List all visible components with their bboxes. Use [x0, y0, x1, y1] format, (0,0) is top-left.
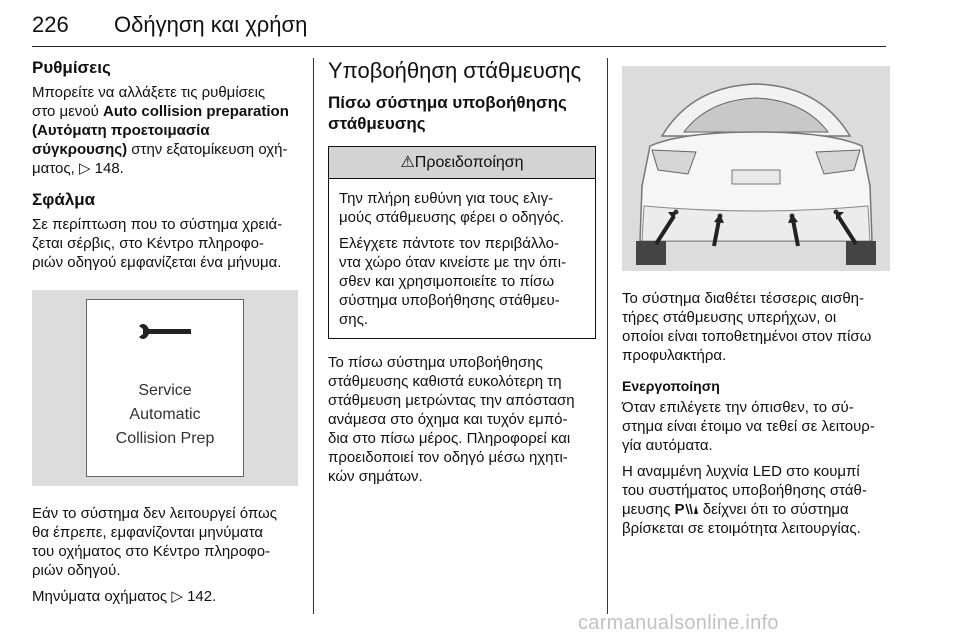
- caption-paragraph: [622, 289, 890, 365]
- body-paragraph: [328, 353, 596, 486]
- driver-info-screen: [86, 299, 244, 477]
- text: Ελέγχετε πάντοτε τον περιβάλλο-: [339, 235, 559, 252]
- display-line: Service: [138, 382, 192, 399]
- page-header: [32, 8, 886, 47]
- display-line: Automatic: [129, 406, 201, 423]
- wrench-icon: [137, 320, 193, 344]
- text: στάθμευσης καθιστά ευκολότερη τη: [328, 373, 562, 390]
- car-rear-illustration: [622, 66, 890, 271]
- text: μούς στάθμευσης φέρει ο οδηγός.: [339, 209, 565, 226]
- warning-paragraph: [339, 234, 585, 329]
- after-paragraph: [32, 504, 298, 580]
- column-middle: [328, 58, 596, 493]
- text: μευσης: [622, 501, 675, 518]
- led-paragraph: [622, 462, 890, 538]
- text: σθεν και χρησιμοποιείτε το πίσω: [339, 273, 555, 290]
- warning-title: Προειδοποίηση: [414, 154, 524, 171]
- section-heading: Υποβοήθηση στάθμευσης: [328, 58, 582, 83]
- text: γία αυτόματα.: [622, 437, 713, 454]
- text: δείχνει ότι το σύστημα: [698, 501, 849, 518]
- text: τήρες στάθμευσης υπερήχων, οι: [622, 309, 837, 326]
- parking-assist-icon: P: [675, 501, 699, 518]
- page-reference[interactable]: 142.: [187, 588, 217, 605]
- text: στημα είναι έτοιμο να τεθεί σε λειτουρ-: [622, 418, 875, 435]
- text: στάθμευση μετρώντας την απόσταση: [328, 392, 575, 409]
- warning-header: [329, 147, 595, 179]
- text: σύστημα υποβοήθησης στάθμευ-: [339, 292, 560, 309]
- subsection-heading: [328, 92, 596, 134]
- text: Όταν επιλέγετε την όπισθεν, το σύ-: [622, 399, 854, 416]
- activation-heading: Ενεργοποίηση: [622, 378, 720, 394]
- text: Το πίσω σύστημα υποβοήθησης: [328, 354, 543, 371]
- text: κών σημάτων.: [328, 468, 423, 485]
- text: Μπορείτε να αλλάξετε τις ρυθμίσεις: [32, 84, 266, 101]
- warning-paragraph: [339, 189, 585, 227]
- text: Το σύστημα διαθέτει τέσσερις αισθη-: [622, 290, 865, 307]
- text: ανάμεσα στο όχημα και τυχόν εμπό-: [328, 411, 568, 428]
- menu-name: σύγκρουσης): [32, 141, 128, 158]
- column-left: [32, 58, 298, 613]
- text: δια στο πίσω μέρος. Πληροφορεί και: [328, 430, 571, 447]
- activation-paragraph: [622, 398, 890, 455]
- text: στην εξατομίκευση οχή-: [127, 141, 288, 158]
- text: ματος,: [32, 160, 79, 177]
- page-number: 226: [32, 12, 69, 37]
- warning-triangle-icon: ⚠: [400, 154, 415, 171]
- column-right: [622, 66, 890, 545]
- text: Εάν το σύστημα δεν λειτουργεί όπως: [32, 505, 277, 522]
- watermark: carmanualsonline.info: [578, 612, 779, 634]
- arrow-ref-icon: ▷: [78, 160, 91, 177]
- service-display-figure: [32, 290, 298, 486]
- text: Η αναμμένη λυχνία LED στο κουμπί: [622, 463, 860, 480]
- text: ριών οδηγού.: [32, 562, 121, 579]
- warning-body: [329, 179, 595, 338]
- car-rear-figure: [622, 66, 890, 271]
- text: Πίσω σύστημα υποβοήθησης: [328, 93, 567, 112]
- text: του οχήματος στο Κέντρο πληροφο-: [32, 543, 271, 560]
- menu-name: Auto collision preparation: [103, 103, 289, 120]
- page-reference[interactable]: 148.: [94, 160, 124, 177]
- menu-name: (Αυτόματη προετοιμασία: [32, 122, 210, 139]
- text: θα έπρεπε, εμφανίζονται μηνύματα: [32, 524, 264, 541]
- settings-paragraph: [32, 83, 298, 178]
- text: του συστήματος υποβοήθησης στάθ-: [622, 482, 867, 499]
- text: στο μενού: [32, 103, 104, 120]
- arrow-ref-icon: ▷: [171, 588, 183, 605]
- page-title: Οδήγηση και χρήση: [114, 12, 308, 37]
- text: Μηνύματα οχήματος: [32, 588, 172, 605]
- text: Σε περίπτωση που το σύστημα χρειά-: [32, 216, 283, 233]
- text: σης.: [339, 311, 368, 328]
- text: ζεται σέρβις, στο Κέντρο πληροφο-: [32, 235, 264, 252]
- text: στάθμευσης: [328, 114, 426, 133]
- column-divider: [313, 58, 314, 614]
- settings-heading: Ρυθμίσεις: [32, 58, 111, 77]
- fault-heading: Σφάλμα: [32, 190, 96, 209]
- text: Την πλήρη ευθύνη για τους ελιγ-: [339, 190, 554, 207]
- text: βρίσκεται σε ετοιμότητα λειτουργίας.: [622, 520, 861, 537]
- text: προειδοποιεί τον οδηγό μέσω ηχητι-: [328, 449, 568, 466]
- messages-paragraph: [32, 587, 298, 606]
- display-line: Collision Prep: [115, 430, 215, 447]
- text: ντα χώρο όταν κινείστε με την όπι-: [339, 254, 567, 271]
- text: οποίοι είναι τοποθετημένοι στον πίσω: [622, 328, 872, 345]
- warning-box: [328, 146, 596, 339]
- text: ριών οδηγού εμφανίζεται ένα μήνυμα.: [32, 254, 282, 271]
- column-divider: [607, 58, 608, 614]
- fault-paragraph: [32, 215, 298, 272]
- text: προφυλακτήρα.: [622, 347, 727, 364]
